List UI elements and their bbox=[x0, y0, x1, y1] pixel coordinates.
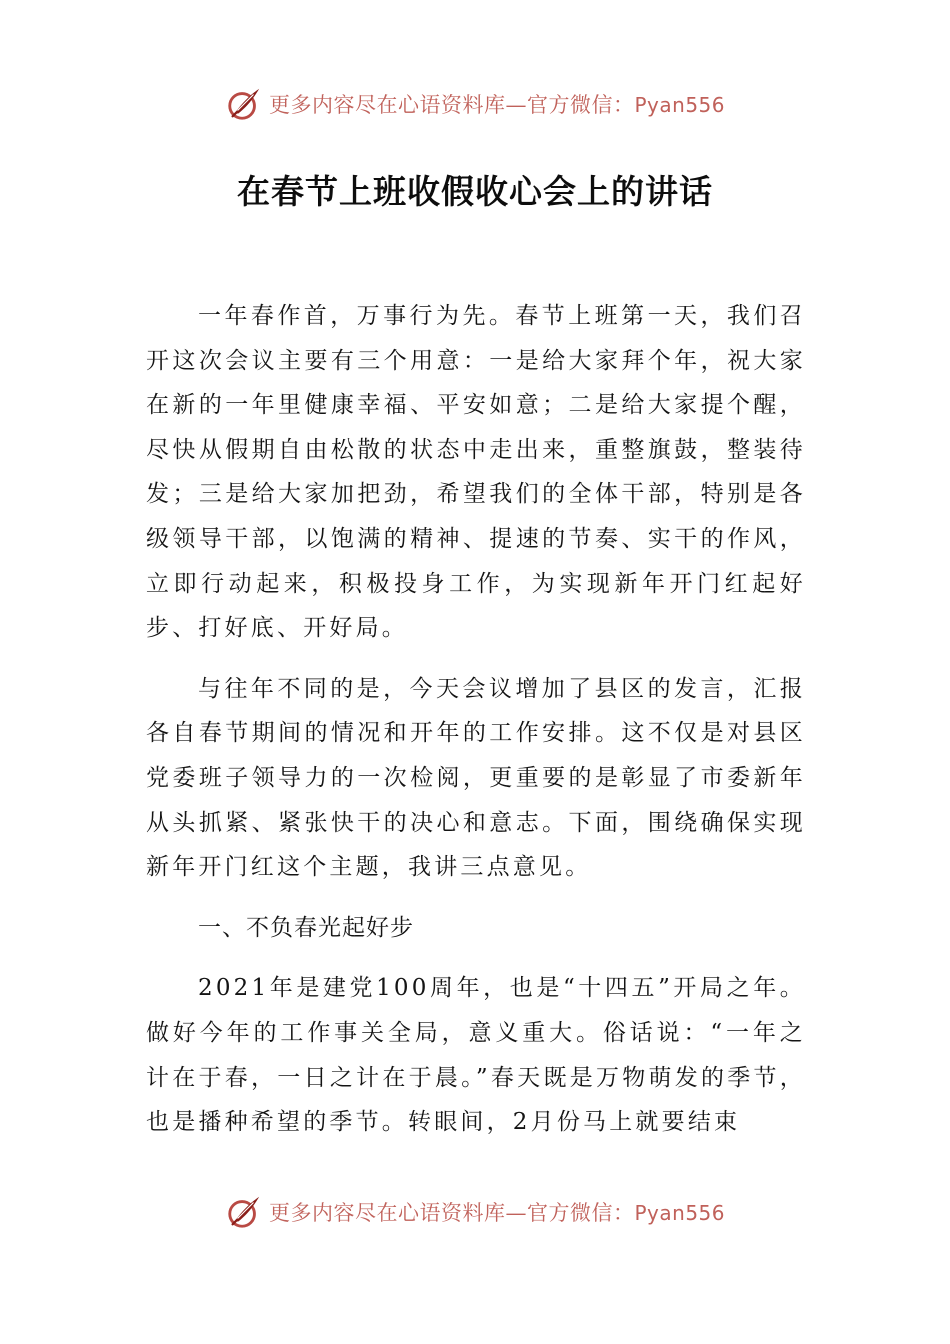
banner-text: 更多内容尽在心语资料库—官方微信：Pyan556 bbox=[268, 1201, 725, 1225]
section-heading: 一、不负春光起好步 bbox=[198, 914, 414, 941]
header-watermark-banner bbox=[0, 82, 950, 126]
quill-pen-icon bbox=[225, 85, 263, 123]
paragraph-1: 一年春作首，万事行为先。春节上班第一天，我们召开这次会议主要有三个用意：一是给大家拜个年，祝大家在新的一年里健康幸福、平安如意；二是给大家提个醒，尽快从假期自由松散的状态中走出来，重整旗鼓，整装待发；三是给大家加把劲，希望我们的全体干部，特别是各级领导干部，以饱满的精神、提速的节奏、实干的作风，立即行动起来，积极投身工作，为实现新年开门红起好步、打好底、开好局。 bbox=[146, 303, 806, 642]
document-body bbox=[146, 294, 806, 1161]
document-title: 在春节上班收假收心会上的讲话 bbox=[237, 172, 713, 211]
quill-pen-icon bbox=[225, 1193, 263, 1231]
banner-wechat-id: Pyan556 bbox=[634, 1201, 725, 1225]
footer-watermark-banner bbox=[0, 1190, 950, 1234]
section-paragraph: 2021年是建党100周年，也是“十四五”开局之年。做好今年的工作事关全局，意义重大。俗话说：“一年之计在于春，一日之计在于晨。”春天既是万物萌发的季节，也是播种希望的季节。转眼间，2月份马上就要结束 bbox=[146, 975, 806, 1136]
paragraph-2: 与往年不同的是，今天会议增加了县区的发言，汇报各自春节期间的情况和开年的工作安排。这不仅是对县区党委班子领导力的一次检阅，更重要的是彰显了市委新年从头抓紧、紧张快干的决心和意志。下面，围绕确保实现新年开门红这个主题，我讲三点意见。 bbox=[146, 675, 806, 881]
banner-wechat-id: Pyan556 bbox=[634, 93, 725, 117]
banner-text: 更多内容尽在心语资料库—官方微信：Pyan556 bbox=[268, 93, 725, 117]
